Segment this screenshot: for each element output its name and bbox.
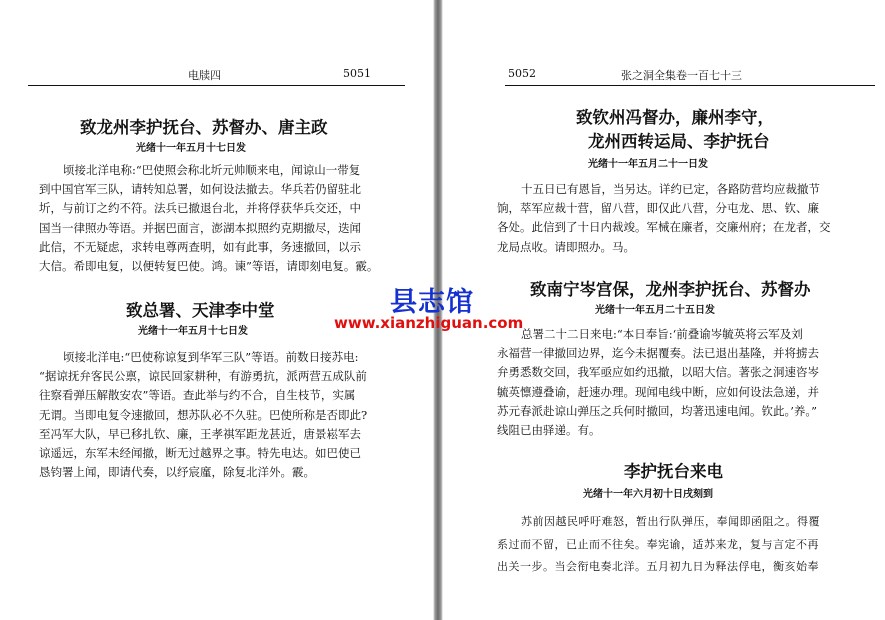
right-running-header: 张之洞全集卷一百七十三 [621,69,742,82]
body-line: 到中国官军三队，请转知总署，如何设法撤去。华兵若仍留驻北 [39,182,361,197]
body-line: 往察看弹压解散安农”等语。查此举与约不合，自生枝节，实属 [39,388,356,403]
body-line: 此信，不无疑虑，求转电尊两查明，如有此事，务速撤回，以示 [39,239,361,254]
body-line: 各处。此信到了十日内裁竣。军械在廉者，交廉州府；在龙者，交 [497,220,831,235]
letter-date: 光绪十一年五月十七日发 [138,326,248,337]
body-line: 十五日已有恩旨，当另达。详约已定，各路防营均应裁撤节 [521,182,820,196]
right-page-number: 5052 [508,67,536,80]
body-line: 饷，萃军应裁十营，留八营，即仅此八营，分屯龙、思、钦、廉 [497,201,819,216]
body-line: 总署二十二日来电:“本日奉旨:‘前叠谕岑毓英将云军及刘 [521,327,803,341]
left-page-number: 5051 [343,67,371,80]
body-line: 恳钧署上闻，即请代奏，以纾宸廑，除复北洋外。霰。 [39,465,315,480]
letter-title: 致龙州李护抚台、苏督办、唐主政 [80,118,328,137]
right-page [443,0,885,620]
right-header-rule [505,85,875,86]
letter-date: 光绪十一年五月二十五日发 [595,305,715,316]
body-line: 谅遥远，东军未经闻撤，断无过越界之事。特先电达。如巴使已 [39,446,361,461]
body-line: 圻，与前订之约不符。法兵已撤退台北，并将俘获华兵交还，中 [39,201,361,216]
body-line: 龙局点收。请即照办。马。 [497,239,635,254]
letter-title: 致南宁岑宫保，龙州李护抚台、苏督办 [530,280,811,299]
letter-title: 龙州西转运局、李护抚台 [588,132,770,151]
body-line: 顷接北洋电称:“巴使照会称北圻元帅顺来电，闻谅山一带复 [63,163,361,177]
body-line: 线阻已由驿递。有。 [497,423,601,438]
letter-body [497,511,820,579]
letter-date: 光绪十一年六月初十日戌刻到 [583,489,713,500]
body-line: “据谅抚弁客民公禀，谅民回家耕种，有游勇抗，派两营五成队前 [39,369,367,384]
body-line: 顷接北洋电:“巴使称谅复到华军三队”等语。前数日接苏电: [63,350,359,364]
left-running-header: 电牍四 [188,69,221,82]
letter-body [39,161,378,276]
body-line: 毓英懔遵叠谕，赶速办理。现闻电线中断，应如何设法急递，并 [497,384,819,399]
body-line: 国当一律照办等语。并据巴面言，澎湖本拟照约克期撤尽，迭闻 [39,220,361,235]
letter-body [497,325,819,440]
body-line: 大信。希即电复，以便转复巴使。鸿。谏”等语，请即刻电复。霰。 [39,259,379,274]
watermark-url: www.xianzhiguan.com [334,314,524,332]
body-line: 弁勇悉数交回，我军亟应如约迅撤，以昭大信。著张之洞速咨岑 [497,365,819,380]
letter-body [39,348,367,482]
letter-body [497,180,831,257]
left-page [0,0,433,620]
letter-date: 光绪十一年五月十七日发 [136,143,246,154]
left-header-rule [28,85,405,86]
letter-date: 光绪十一年五月二十一日发 [588,159,708,170]
body-line: 出关一步。当会衔电奏北洋。五月初九日为释法俘电，衡亥始奉 [497,560,819,573]
letter-title: 致钦州冯督办，廉州李守， [576,108,774,127]
letter-title: 李护抚台来电 [624,462,723,481]
body-line: 至冯军大队，早已移扎钦、廉，王孝祺军距龙甚近，唐景崧军去 [39,426,361,441]
body-line: 系过而不留，已止而不往矣。奉宪谕，适苏来龙，复与言定不再 [497,537,819,551]
letter-title: 致总署、天津李中堂 [126,301,275,320]
body-line: 苏前因越民呼吁难怒，暂出行队弹压，奉闻即函阻之。得覆 [521,515,820,528]
body-line: 永福营一律撤回边界，迄今未据覆奏。法已退出基隆，并将掳去 [497,346,819,361]
watermark-title: 县志馆 [390,287,474,318]
body-line: 苏元春派赴谅山弹压之兵何时撤回，均著迅速电闻。钦此。’养。” [497,403,818,418]
body-line: 无谓。当即电复令速撤回，想苏队必不久驻。巴使所称是否即此? [39,407,368,422]
